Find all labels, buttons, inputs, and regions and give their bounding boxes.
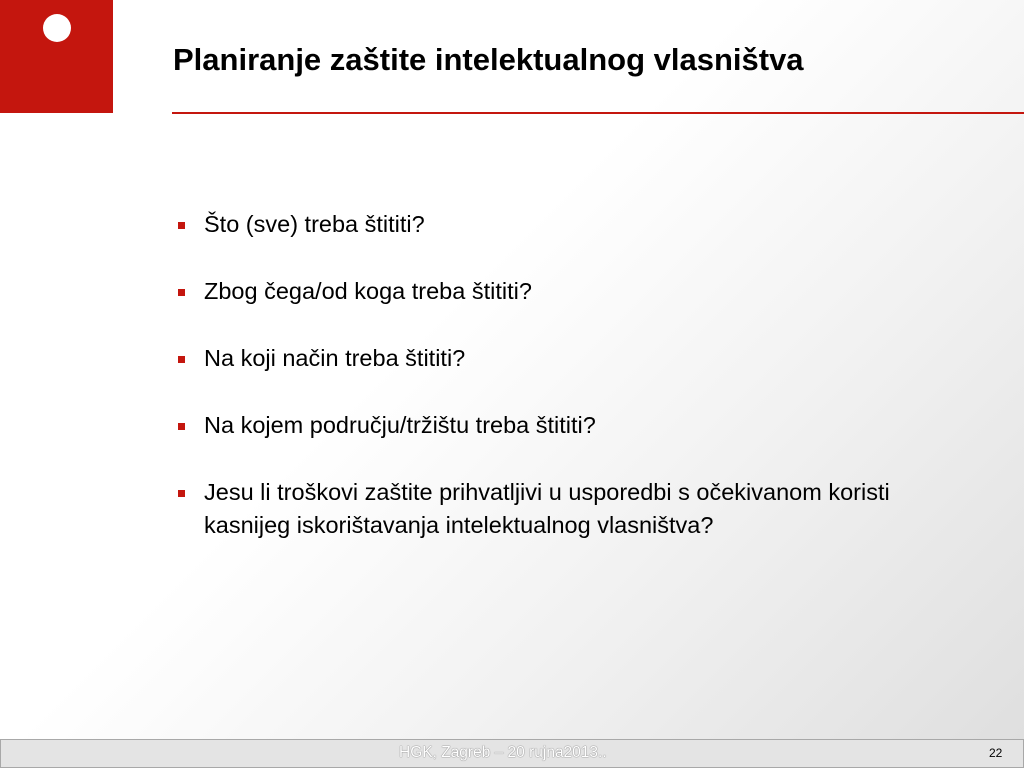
bullet-list	[177, 208, 917, 576]
slide-title: Planiranje zaštite intelektualnog vlasništva	[173, 42, 804, 77]
logo-dot	[43, 14, 71, 42]
bullet-text: Jesu li troškovi zaštite prihvatljivi u usporedbi s očekivanom koristi kasnijeg iskorištavanja intelektualnog vlasništva?	[204, 479, 890, 538]
bullet-marker-icon	[178, 490, 185, 497]
bullet-text: Zbog čega/od koga treba štititi?	[204, 278, 532, 304]
bullet-marker-icon	[178, 222, 185, 229]
page-number: 22	[989, 746, 1003, 760]
title-divider	[172, 112, 1024, 114]
bullet-text: Što (sve) treba štititi?	[204, 211, 425, 237]
bullet-marker-icon	[178, 356, 185, 363]
bullet-marker-icon	[178, 423, 185, 430]
bullet-item	[177, 342, 917, 375]
bullet-text: Na koji način treba štititi?	[204, 345, 466, 371]
footer-text: HGK, Zagreb – 20 rujna2013..	[399, 744, 607, 761]
bullet-item	[177, 208, 917, 241]
bullet-item	[177, 476, 917, 542]
bullet-item	[177, 275, 917, 308]
bullet-marker-icon	[178, 289, 185, 296]
bullet-item	[177, 409, 917, 442]
logo-block	[0, 0, 113, 113]
bullet-text: Na kojem području/tržištu treba štititi?	[204, 412, 596, 438]
